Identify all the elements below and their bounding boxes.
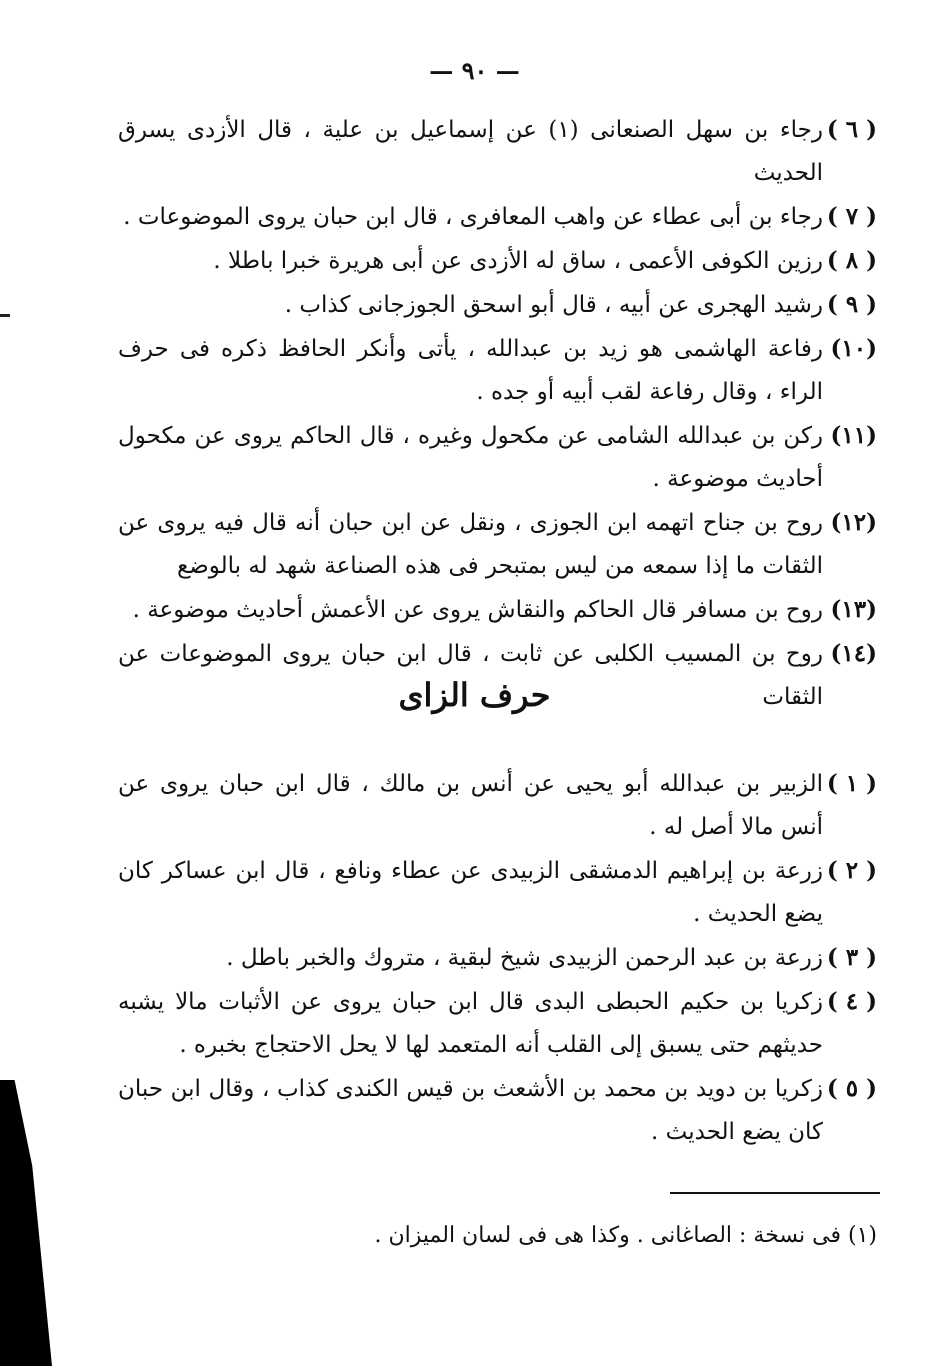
entry-number: (١٣)	[830, 596, 877, 623]
entry-text: ركن بن عبدالله الشامى عن مكحول وغيره ، قال الحاكم يروى عن مكحول أحاديث موضوعة .	[118, 423, 823, 492]
entry-ra-11	[118, 414, 877, 501]
entry-ra-7	[118, 195, 877, 239]
entries-list-zay	[118, 762, 877, 1154]
entry-zay-4	[118, 980, 877, 1067]
entry-number: (١٠)	[830, 335, 877, 362]
entry-number: (١١)	[830, 422, 877, 449]
entry-number: ( ٤ )	[826, 988, 877, 1015]
entry-text: رجاء بن أبى عطاء عن واهب المعافرى ، قال ابن حبان يروى الموضوعات .	[123, 204, 823, 230]
entry-ra-13	[118, 588, 877, 632]
entry-text: روح بن المسيب الكلبى عن ثابت ، قال ابن حبان يروى الموضوعات عن الثقات	[118, 641, 823, 710]
footnote: (١) فى نسخة : الصاغانى . وكذا هى فى لسان الميزان .	[374, 1223, 877, 1248]
entry-number: ( ٩ )	[826, 291, 877, 318]
section-heading-zay: حرف الزاى	[398, 676, 551, 714]
entry-number: ( ٦ )	[826, 116, 877, 143]
entry-text: رفاعة الهاشمى هو زيد بن عبدالله ، يأتى وأنكر الحافظ ذكره فى حرف الراء ، وقال رفاعة لقب أبيه أو جده .	[118, 336, 823, 405]
entry-text: رزين الكوفى الأعمى ، ساق له الأزدى عن أبى هريرة خبرا باطلا .	[213, 248, 823, 274]
entry-text: روح بن مسافر قال الحاكم والنقاش يروى عن الأعمش أحاديث موضوعة .	[132, 597, 823, 623]
entry-number: (١٤)	[830, 640, 877, 667]
entry-ra-6	[118, 108, 877, 195]
page-number: — ٩٠ —	[429, 56, 520, 85]
entry-ra-9	[118, 283, 877, 327]
entry-text: الزبير بن عبدالله أبو يحيى عن أنس بن مالك ، قال ابن حبان يروى عن أنس مالا أصل له .	[118, 771, 823, 840]
footnote-divider	[670, 1192, 880, 1194]
entry-text: رجاء بن سهل الصنعانى (١) عن إسماعيل بن علية ، قال الأزدى يسرق الحديث	[118, 117, 823, 186]
entry-zay-5	[118, 1067, 877, 1154]
entry-number: ( ٣ )	[826, 944, 877, 971]
entry-zay-1	[118, 762, 877, 849]
entry-text: رشيد الهجرى عن أبيه ، قال أبو اسحق الجوزجانى كذاب .	[284, 292, 823, 318]
entries-list-ra	[118, 108, 877, 719]
entry-ra-10	[118, 327, 877, 414]
entry-number: (١٢)	[830, 509, 877, 536]
entry-text: زرعة بن إبراهيم الدمشقى الزبيدى عن عطاء ونافع ، قال ابن عساكر كان يضع الحديث .	[118, 858, 823, 927]
entry-zay-3	[118, 936, 877, 980]
entry-number: ( ٥ )	[826, 1075, 877, 1102]
entry-ra-8	[118, 239, 877, 283]
entry-number: ( ٧ )	[826, 203, 877, 230]
entry-number: ( ٨ )	[826, 247, 877, 274]
entry-text: زكريا بن دويد بن محمد بن الأشعث بن قيس الكندى كذاب ، وقال ابن حبان كان يضع الحديث .	[118, 1076, 823, 1145]
entry-number: ( ٢ )	[826, 857, 877, 884]
entry-text: روح بن جناح اتهمه ابن الجوزى ، ونقل عن ابن حبان أنه قال فيه يروى عن الثقات ما إذا سمعه من ليس بمتبحر فى هذه الصناعة شهد له بالوضع	[118, 510, 823, 579]
entry-number: ( ١ )	[826, 770, 877, 797]
entry-text: زكريا بن حكيم الحبطى البدى قال ابن حبان يروى عن الأثبات مالا يشبه حديثهم حتى يسبق إلى القلب أنه المتعمد لها لا يحل الاحتجاج بخبره .	[118, 989, 823, 1058]
entry-ra-12	[118, 501, 877, 588]
scan-artifact-mark	[0, 314, 10, 317]
entry-text: زرعة بن عبد الرحمن الزبيدى شيخ لبقية ، متروك والخبر باطل .	[226, 945, 823, 971]
entry-zay-2	[118, 849, 877, 936]
scan-edge-shadow	[0, 1080, 52, 1366]
